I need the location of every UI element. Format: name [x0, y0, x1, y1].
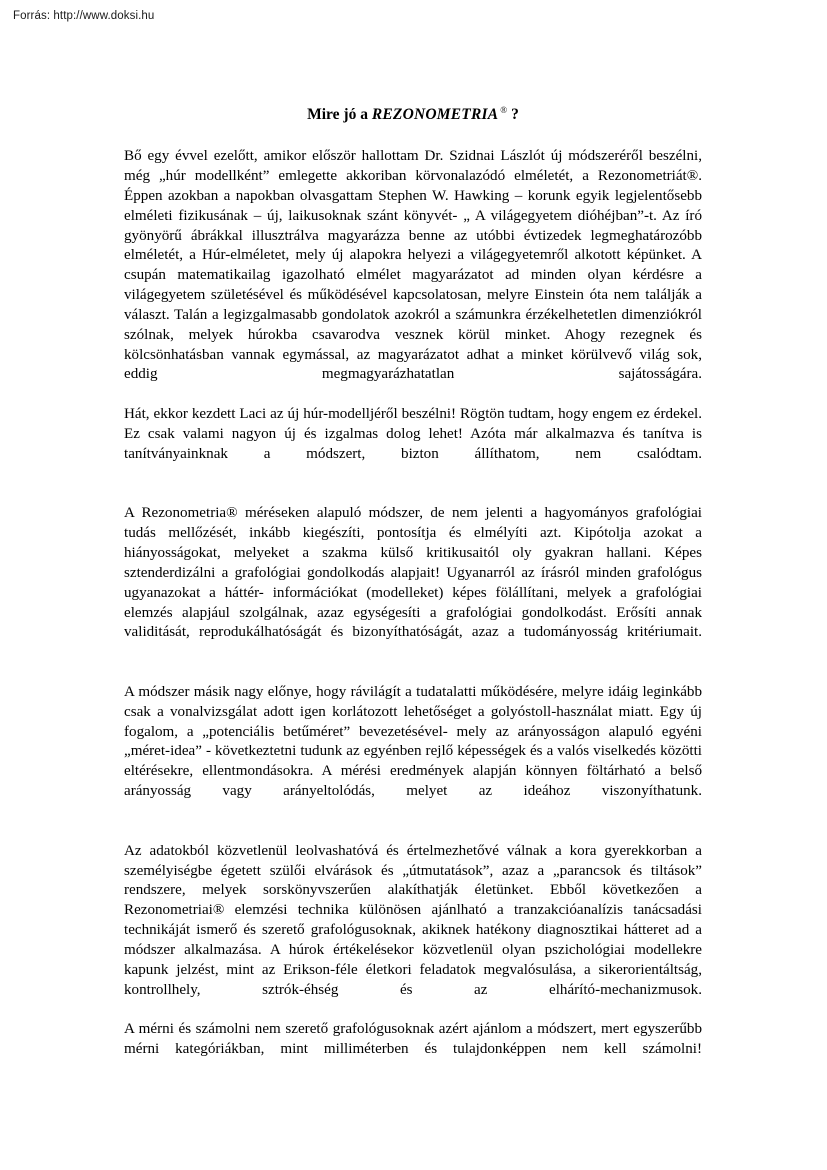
- document-text-column: [124, 100, 702, 1080]
- paragraph-laci-hur-modell: Hát, ekkor kezdett Laci az új húr-modelljéről beszélni! Rögtön tudtam, hogy engem ez érdekel. Ez csak valami nagyon új és izgalmas dolog lehet! Azóta már alkalmazva és tanítva is tanítványainknak a módszert, bizton állíthatom, nem csalódtam.: [124, 406, 702, 462]
- source-url-header: Forrás: http://www.doksi.hu: [13, 10, 155, 22]
- paragraph-rezonometria-modszer: A Rezonometria® méréseken alapuló módszer, de nem jelenti a hagyományos grafológiai tudás mellőzését, inkább kiegészíti, pontosítja és elmélyíti azt. Kipótolja azokat a hiányosságokat, melyeket a szakma külső kritikusaitól oly gyakran hallani. Képes sztenderdizálni a grafológiai gondolkodás alapjait! Ugyanarról az írásról minden grafológus ugyanazokat a háttér- információkat (modelleket) képes fölállítani, melyek a grafológiai elemzés alapjául szolgálnak, azaz egységesíti a grafológiai gondolkodást. Erősíti annak validitását, reprodukálhatóságát és bizonyíthatóságát, azaz a tudományosság kritériumait.: [124, 505, 702, 641]
- paragraph-intro-hawking: Bő egy évvel ezelőtt, amikor először hallottam Dr. Szidnai Lászlót új módszeréről beszélni, még „húr modellként” emlegette akkoriban körvonalazódó elméletét, a Rezonometriát®. Éppen azokban a napokban olvasgattam Stephen W. Hawking – korunk egyik legjelentősebb elméleti fizikusának – új, laikusoknak szánt könyvét- „ A világegyetem dióhéjban”-t. Az író gyönyörű ábrákkal illusztrálva magyarázza benne az utóbbi évtizedek legmeghatározóbb elméletét, a Húr-elméletet, mely új alapokra helyezi a világegyetemről alkotott képünket. A csupán matematikailag igazolható elmélet magyarázatot ad minden olyan kérdésre a világegyetem születésével és működésével kapcsolatosan, melyre Einstein óta nem találják a választ. Talán a legizgalmasabb gondolatok azokról a számunkra érzékelhetetlen dimenziókról szólnak, melyek húrokba csavarodva vesznek körül minket. Ahogy rezegnek és kölcsönhatásban vannak egymással, az magyarázatot adhat a minket körülvevő világ sok, eddig megmagyarázhatatlan sajátosságára.: [124, 148, 702, 383]
- page-title-prefix: Mire jó a: [307, 106, 368, 124]
- paragraph-merni-szamolni: A mérni és számolni nem szerető grafológusoknak azért ajánlom a módszert, mert egyszerűbb mérni kategóriákban, mint milliméterben és tulajdonképpen nem kell számolni!: [124, 1021, 702, 1058]
- registered-trademark-symbol: ®: [500, 105, 508, 115]
- page-title-suffix: ?: [511, 106, 519, 124]
- page-title: [124, 100, 702, 125]
- paragraph-tudatalatti-mukodes: A módszer másik nagy előnye, hogy rávilágít a tudatalatti működésére, melyre idáig leginkább csak a vonalvizsgálat adott igen korlátozott lehetőséget a golyóstoll-használat miatt. Egy új fogalom, a „potenciális betűméret” bevezetésével- mely az arányosságon alapuló egyéni „méret-idea” - következtetni tudunk az egyénben rejlő képességek és a valós viselkedés közötti eltérésekre, ellentmondásokra. A mérési eredmények alapján könnyen föltárható a belső arányosság vagy arányeltolódás, melyet az ideához viszonyíthatunk.: [124, 683, 702, 800]
- page-title-brand: REZONOMETRIA: [371, 106, 499, 124]
- paragraph-adatok-ertelmezese: Az adatokból közvetlenül leolvashatóvá és értelmezhetővé válnak a kora gyerekkorban a személyiségbe égetett szülői elvárások és „útmutatások”, azaz a „parancsok és tiltások” rendszere, melyek sorskönyvszerűen alakíthatják életünket. Ebből következően a Rezonometriai® elemzési technika különösen ajánlható a tranzakcióanalízis tanácsadási technikáját ismerő és szerető grafológusoknak, akiknek hatékony diagnosztikai hátteret ad a módszer alkalmazása. A húrok értékelésekor közvetlenül olyan pszichológiai modellekre kapunk jelzést, mint az Erikson-féle életkori feladatok megvalósulása, a sikerorientáltság, kontrollhely, sztrók-éhség és az elhárító-mechanizmusok.: [124, 842, 702, 998]
